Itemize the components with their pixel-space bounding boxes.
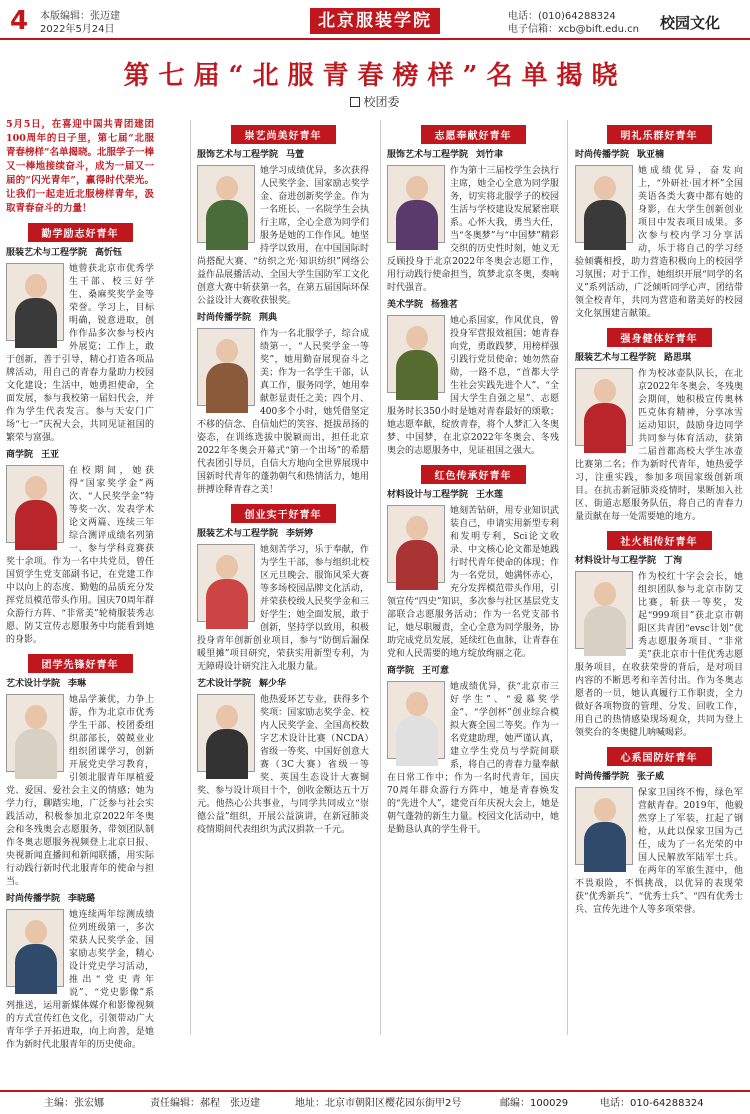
portrait-photo — [6, 465, 64, 543]
section — [197, 126, 369, 497]
entry-heading — [575, 149, 743, 161]
footer-host: 主编：张宏娜 — [44, 1098, 104, 1109]
section-banner-label: 强身健体好青年 — [607, 328, 712, 347]
footer-postcode: 邮编：100029 — [500, 1098, 569, 1109]
portrait-photo — [575, 165, 633, 243]
portrait-body — [584, 200, 626, 250]
page-header — [0, 0, 750, 40]
entry — [197, 165, 369, 308]
portrait-body — [396, 200, 438, 250]
entry-heading — [575, 352, 743, 364]
portrait-photo — [387, 165, 445, 243]
entry — [387, 165, 559, 295]
portrait-body — [396, 716, 438, 766]
article-intro: 5月5日，在喜迎中国共青团建团100周年的日子里，第七届“北服青春榜样”名单揭晓。北服学子一棒又一棒地接续奋斗，成为一届又一届的“闪光青年”，赢得时代荣光。让我们一起走近北服榜样青年，汲取青春奋斗的力量！ — [6, 119, 154, 214]
entry-heading — [387, 149, 559, 161]
entry — [6, 909, 154, 1052]
portrait-head — [25, 476, 47, 500]
section — [6, 224, 154, 647]
entry-school: 艺术设计学院 — [6, 679, 61, 689]
portrait-body — [396, 540, 438, 590]
entry-heading — [197, 149, 369, 161]
article-byline — [0, 93, 750, 110]
entry-school: 时尚传播学院 — [6, 894, 61, 904]
section-banner-label: 明礼乐群好青年 — [607, 125, 712, 144]
entry-text: 她学习成绩优异，多次获得人民奖学金、国家励志奖学金、奋进创新奖学金。作为一名班长、一名院学生会执行主席，全心全意为同学们服务是她的工作作风。她坚持学以致用，在中国国际时尚搭配大赛、“纺织之光·知识纺织”网络公益作品展播活动、全国大学生国防军工文化创意大赛中斩获第一名，在第五届国际环保公益设计大赛收获银奖。 — [197, 166, 369, 306]
portrait-photo — [387, 681, 445, 759]
entry-text: 在校期间，她获得“国家奖学金”两次、“人民奖学金”特等奖一次、发表学术论文两篇、连续三年综合测评成绩名列第一、参与学科竞赛获奖十余项。作为一名中共党员，曾任国贸学生党支部副书记，在党建工作中以向上的态度、勤勉的品质充分发挥党员模范带头作用。国庆70周年群众游行方阵、“非常美”轮椅服装秀志愿、防艾宣传志愿服务中均能看到她的身影。 — [6, 466, 154, 645]
edition-info — [40, 10, 120, 36]
portrait-body — [206, 200, 248, 250]
entry-school: 服装艺术与工程学院 — [197, 529, 279, 539]
section-banner — [575, 532, 743, 549]
portrait-photo — [575, 571, 633, 649]
portrait-photo — [387, 505, 445, 583]
section-banner — [575, 329, 743, 346]
entry-school: 时尚传播学院 — [575, 150, 630, 160]
section-banner-label: 心系国防好青年 — [607, 747, 712, 766]
entry — [387, 505, 559, 661]
entry-text: 她连续两年综测成绩位列班级第一，多次荣获人民奖学金、国家励志奖学金，精心设计党史学习活动，推出“党史青年说”、“党史影像”系列推送，运用新媒体媒介和影像视频的方式宣传红色文化，引领带动广大青年学子开拓进取，向上向善，是她作为新时代北服青年的历史使命。 — [6, 910, 154, 1050]
entry-name: 丁洵 — [664, 556, 683, 566]
section — [197, 505, 369, 837]
entry-name: 王亚 — [41, 450, 60, 460]
entry-text: 作为校冰壶队队长，在北京2022年冬奥会、冬残奥会期间，她积极宣传奥林匹克体育精神，分享冰雪运动知识，鼓励身边同学共同参与体育活动，获第二届首都高校大学生冰壶比赛第二名；作为新时代青年，她热爱学习，注重实践，参加多项国家级创新项目。在抗击新冠肺炎疫情时，果断加入社区、街道志愿服务队伍，将自己的青春力量贡献在每一处需要她的地方。 — [575, 369, 743, 522]
entry — [575, 368, 743, 524]
entry-school: 材料设计与工程学院 — [387, 490, 469, 500]
entry-heading — [197, 528, 369, 540]
section-banner-label: 勤学励志好青年 — [28, 223, 133, 242]
portrait-body — [584, 403, 626, 453]
portrait-head — [594, 582, 616, 606]
column-1 — [6, 118, 154, 1050]
entry-school: 艺术设计学院 — [197, 679, 252, 689]
entry — [6, 465, 154, 647]
footer-address: 地址：北京市朝阳区樱花园东街甲2号 — [295, 1098, 462, 1109]
portrait-head — [25, 920, 47, 944]
entry-name: 李妍婷 — [286, 529, 314, 539]
portrait-photo — [6, 263, 64, 341]
portrait-body — [15, 298, 57, 348]
footer-phone: 电话：010-64288324 — [600, 1098, 704, 1109]
section — [575, 532, 743, 740]
portrait-body — [206, 579, 248, 629]
entry-heading — [575, 555, 743, 567]
portrait-photo — [575, 787, 633, 865]
header-email: 电子信箱：xcb@bift.edu.cn — [508, 24, 640, 35]
entry-heading — [387, 299, 559, 311]
section — [575, 748, 743, 917]
portrait-head — [594, 379, 616, 403]
entry-heading — [387, 665, 559, 677]
section-banner-label: 社火相传好青年 — [607, 531, 712, 550]
column-divider — [567, 120, 568, 1035]
entry-text: 她刻苦钻研，用专业知识武装自己，申请实用新型专利和发明专利，Sci论文收录、中文核心论文都是她践行时代青年使命的体现；作为一名党员，她满怀赤心，充分发挥模范带头作用，引领宣传“四史”知识，多次参与社区基层党支部联合志愿服务活动；作为一名党支部书记，她尽职履责，全心全意为同学服务，协助完成党员发展，延续红色血脉，让青春在党和人民需要的地方绽放绚丽之花。 — [387, 506, 559, 659]
section-banner — [197, 505, 369, 522]
portrait-head — [594, 176, 616, 200]
entry-name: 李琳 — [68, 679, 87, 689]
section-banner — [575, 126, 743, 143]
portrait-body — [396, 350, 438, 400]
entry-name: 张子威 — [637, 772, 665, 782]
column-divider — [190, 120, 191, 1035]
entry-name: 李晓璐 — [68, 894, 96, 904]
entry-text: 作为第十三届校学生会执行主席，她全心全意为同学服务，切实将北服学子的校园生活与学校建设发展紧密联系。心怀大我，勇当大任，当“冬奥梦”与“中国梦”精彩交织的历史性时刻，她义无反顾投身于北京2022年冬奥会志愿工作，用行动践行使命担当，筑梦北京冬奥，奏响时代强音。 — [387, 166, 559, 293]
portrait-body — [584, 606, 626, 656]
entry-heading — [197, 312, 369, 324]
portrait-photo — [197, 328, 255, 406]
entry-name: 解少华 — [259, 679, 287, 689]
entry — [387, 681, 559, 837]
section-banner — [575, 748, 743, 765]
entry-school: 服饰艺术与工程学院 — [387, 150, 469, 160]
portrait-body — [15, 944, 57, 994]
portrait-head — [216, 705, 238, 729]
entry-name: 王可意 — [422, 666, 450, 676]
section-banner-label: 崇艺尚美好青年 — [231, 125, 336, 144]
page-editor: 本版编辑：张迈建 — [40, 11, 120, 22]
contact-info — [508, 10, 639, 36]
portrait-photo — [197, 165, 255, 243]
entry — [197, 328, 369, 497]
entry-name: 刘竹聿 — [476, 150, 504, 160]
portrait-head — [216, 339, 238, 363]
portrait-body — [584, 822, 626, 872]
entry-text: 作为校红十字会会长，她组织团队参与北京市防艾比赛，斩获一等奖，发起“999项目”获北京市朝阳区共青团“evsc计划”优秀志愿服务项目、“非常美”获北京市十佳优秀志愿服务项目，在收获荣誉的背后，是对项目内容的不断思考和辛苦付出。作为冬奥志愿者的一员，她认真履行工作职责，全力做好各项物资的管理、分发、回收工作，用自己的热情感染现场观众，共同为登上领奖台的冬奥健儿呐喊喝彩。 — [575, 572, 743, 738]
entry-name: 荆典 — [259, 313, 278, 323]
entry-heading — [387, 489, 559, 501]
column-4 — [575, 118, 743, 1038]
entry — [575, 571, 743, 740]
header-phone: 电话：(010)64288324 — [508, 11, 616, 22]
section — [387, 126, 559, 458]
portrait-head — [406, 326, 428, 350]
entry — [197, 694, 369, 837]
entry-heading — [6, 678, 154, 690]
entry — [575, 787, 743, 917]
portrait-head — [216, 176, 238, 200]
entry-school: 商学院 — [6, 450, 34, 460]
byline-text: 校团委 — [363, 95, 400, 109]
portrait-photo — [387, 315, 445, 393]
entry-school: 商学院 — [387, 666, 415, 676]
issue-date: 2022年5月24日 — [40, 24, 115, 35]
entry-name: 高忻钰 — [95, 248, 123, 258]
page-number: 4 — [10, 6, 29, 36]
portrait-head — [594, 798, 616, 822]
article-title: 第七届“北服青春榜样”名单揭晓 — [123, 61, 627, 91]
column-3 — [387, 118, 559, 1038]
entry-text: 他热爱环艺专业，获得多个奖项：国家励志奖学金、校内人民奖学金、全国高校数字艺术设计比赛（NCDA）省级一等奖、中国好创意大赛（3C大赛）省级一等奖、英国生态设计大赛铜奖、参与设计项目十个，创收金额达五十万元。他热心公共事业，与同学共同成立“崇德公益”组织，开展公益演讲，在新冠肺炎疫情期间代表组织为武汉捐款一千元。 — [197, 695, 369, 835]
portrait-body — [206, 729, 248, 779]
entry-text: 她成绩优异，获“北京市三好学生”、“爱慕奖学金”、“学创杯”创业综合模拟大赛全国二等奖。作为一名党建助理，她严谨认真，建立学生党员与学院间联系，将自己的青春力量奉献在日常工作中；作为一名时代青年，国庆70周年群众游行方阵中，她是青春焕发的“先进个人”，建党百年庆祝大会上，她是朝气蓬勃的新生力量。校园文化活动中，她是勤恳认真的学生骨干。 — [387, 682, 559, 835]
section — [575, 126, 743, 321]
section-banner — [387, 126, 559, 143]
entry-school: 服装艺术与工程学院 — [6, 248, 88, 258]
entry-text: 作为一名北服学子，综合成绩第一，“人民奖学金一等奖”，她用勤奋展现奋斗之美；作为一名学生干部，认真工作，服务同学，她用奉献彰显责任之美；四个月、400多个小时，她凭借坚定不移的信念、自信灿烂的笑容、挺拔昂扬的姿态，在训练选拔中脱颖而出，担任北京2022年冬奥会开幕式“第一个出场”的希腊代表团引导员，自信大方地向全世界展现中国新时代青年的蓬勃朝气和热情活力，她用拼搏诠释青春之美！ — [197, 329, 369, 495]
entry-text: 她成绩优异，奋发向上，“外研社·国才杯”全国英语各类大赛中都有她的身影，在大学生创新创业项目中发表项目成果。多次参与校内学习分享活动，乐于将自己的学习经验倾囊相授，助力营造积极向上的校园学习氛围；对于工作，她组织开展“同学的名义”系列活动，广泛倾听同学心声，团结带领全校青年，共同为营造和谐美好的校园文化氛围建言献策。 — [575, 166, 743, 319]
entry-school: 美术学院 — [387, 300, 424, 310]
entry-text: 保家卫国终不悔，绿色军营献青春。2019年，他毅然穿上了军装，扛起了钢枪，从此以保家卫国为己任，成为了一名光荣的中国人民解放军陆军士兵。在两年的军旅生涯中，他不畏艰险，不惧挑战，以优异的表现荣获“优秀新兵”、“优秀士兵”、“四有优秀士兵、宣传先进个人等多项荣誉。 — [575, 788, 743, 915]
section-banner — [387, 466, 559, 483]
portrait-photo — [575, 368, 633, 446]
portrait-photo — [6, 909, 64, 987]
section — [575, 329, 743, 524]
entry-text: 她刻苦学习，乐于奉献，作为学生干部，参与组织北校区元旦晚会、服饰风采大赛等多场校园品牌文化活动，并荣获校级人民奖学金和三好学生；她全面发展，敢于创新，坚持学以致用，积极投身青年创新创业项目，参与“防倒后漏保暖里摊”项目研究，荣获实用新型专利，为无障碍设计研究注入北服力量。 — [197, 545, 369, 672]
entry-text: 她曾获北京市优秀学生干部、校三好学生、桑麻奖奖学金等荣誉。学习上，目标明确，锐意进取，创作作品多次参与校内外展览；工作上，敢于创新，善于引导，精心打造各项品牌活动，用自己的青春力量助力校园文化建设；生活中，她勇担使命，全面发展，参与我校第一届妇代会，并作为学生代表发言。参与天安门广场“七一”庆祝大会，共同见证祖国的繁荣与富强。 — [6, 264, 154, 443]
section-banner-label: 志愿奉献好青年 — [421, 125, 526, 144]
entry-school: 服装艺术与工程学院 — [575, 353, 657, 363]
column-2 — [197, 118, 369, 1038]
entry-school: 服饰艺术与工程学院 — [197, 150, 279, 160]
portrait-body — [206, 363, 248, 413]
entry-school: 时尚传播学院 — [197, 313, 252, 323]
portrait-head — [406, 516, 428, 540]
entry-text: 她品学兼优，力争上游，作为北京市优秀学生干部、校团委组织部部长，兢兢业业组织团课学习，创新开展党史学习教育，引领北服青年厚植爱党、爱国、爱社会主义的情感；她为学力行，聊踏实地，广泛参与社会实践活动，积极参加北京2022年冬奥会和冬残奥会志愿服务，带领团队制作冬奥志愿服务视频登上北京日报、央视新闻直播间和新闻联播，用实际行动践行新时代北服青年的使命与担当。 — [6, 695, 154, 887]
entry-name: 路思琪 — [664, 353, 692, 363]
portrait-photo — [6, 694, 64, 772]
section-name: 校园文化 — [660, 14, 721, 32]
section — [387, 466, 559, 837]
column-divider — [380, 120, 381, 1035]
entry-heading — [197, 678, 369, 690]
portrait-body — [15, 729, 57, 779]
entry — [6, 694, 154, 889]
entry-heading — [575, 771, 743, 783]
entry-heading — [6, 893, 154, 905]
section-banner — [197, 126, 369, 143]
entry — [575, 165, 743, 321]
entry-school: 材料设计与工程学院 — [575, 556, 657, 566]
entry-name: 耿亚楠 — [637, 150, 665, 160]
entry-name: 杨雅茗 — [431, 300, 459, 310]
portrait-photo — [197, 694, 255, 772]
section-banner-label: 红色传承好青年 — [421, 465, 526, 484]
portrait-body — [15, 500, 57, 550]
entry — [6, 263, 154, 445]
portrait-head — [406, 176, 428, 200]
entry-name: 马萱 — [286, 150, 305, 160]
entry-school: 时尚传播学院 — [575, 772, 630, 782]
portrait-head — [406, 692, 428, 716]
entry-heading — [6, 247, 154, 259]
page-footer — [0, 1090, 750, 1114]
masthead-logo: 北京服装学院 — [310, 8, 440, 34]
section-banner-label: 团学先锋好青年 — [28, 654, 133, 673]
entry-name: 王水莲 — [476, 490, 504, 500]
section-banner-label: 创业实干好青年 — [231, 504, 336, 523]
entry — [387, 315, 559, 458]
box-icon — [350, 97, 360, 107]
portrait-head — [25, 274, 47, 298]
section-banner — [6, 655, 154, 672]
section-banner — [6, 224, 154, 241]
portrait-head — [25, 705, 47, 729]
portrait-head — [216, 555, 238, 579]
entry — [197, 544, 369, 674]
entry-heading — [6, 449, 154, 461]
entry-text: 她心系国家，作风优良，曾投身军营报效祖国；她青春向党，勇敢践梦，用榜样强引践行党员使命；她勿然奋勋，一路不息，“首都大学生社会实践先进个人”、“全国大学生自强之星”、志愿服务时长350小时是她对青春最好的颂歌；她志愿奉献，绽放青春，将个人梦汇入冬奥梦、中国梦，在北京2022年冬奥会、冬残奥会的志愿服务中，见证祖国之强大。 — [387, 316, 559, 456]
footer-duty-editor: 责任编辑：郝程 张迈建 — [150, 1098, 260, 1109]
portrait-photo — [197, 544, 255, 622]
section — [6, 655, 154, 1052]
